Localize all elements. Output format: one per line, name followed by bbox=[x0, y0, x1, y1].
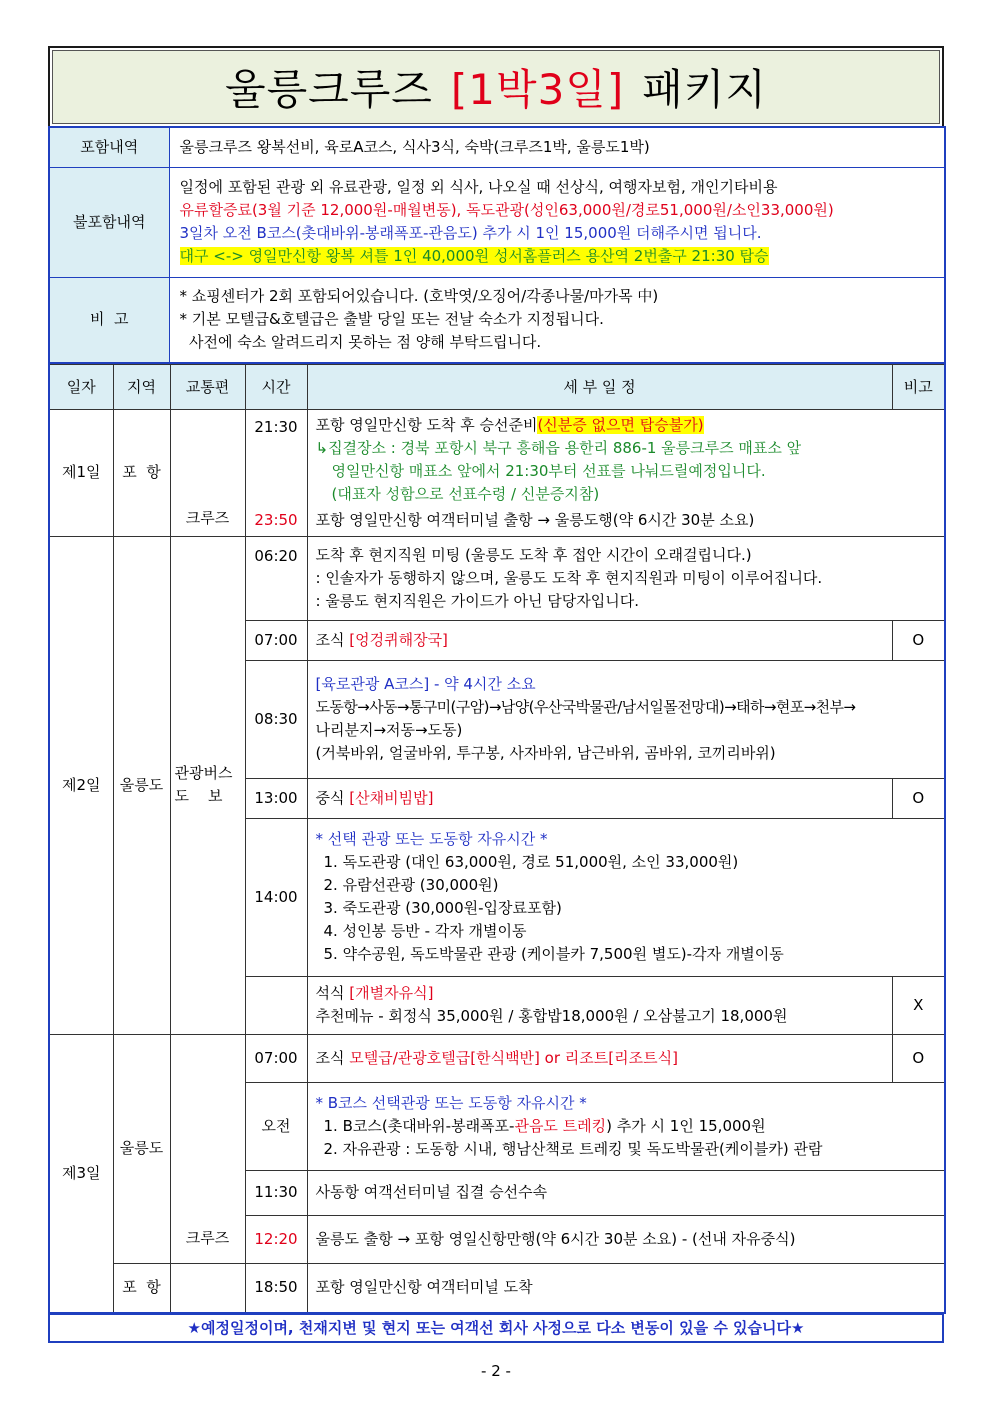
day3-detail3: 사동항 여객선터미널 집결 승선수속 bbox=[307, 1170, 945, 1215]
excluded-label: 불포함내역 bbox=[49, 167, 169, 277]
day3-time3: 11:30 bbox=[245, 1170, 307, 1215]
day2-detail5 bbox=[307, 818, 945, 976]
info-table bbox=[48, 126, 946, 364]
day2-label: 제2일 bbox=[49, 536, 113, 1034]
day3-transport: 크루즈 bbox=[170, 1215, 245, 1263]
optional-item: 4. 성인봉 등반 - 각자 개별이동 bbox=[323, 922, 527, 940]
optional-item: 3. 죽도관광 (30,000원-입장료포함) bbox=[323, 899, 562, 917]
day2-detail2 bbox=[307, 620, 892, 660]
schedule-table bbox=[48, 364, 946, 1314]
page-title bbox=[52, 50, 940, 124]
course-b-item: 1. B코스(촛대바위-봉래폭포-관음도 트레킹) 추가 시 1인 15,000원 bbox=[323, 1116, 766, 1135]
trekking-highlight: 관음도 트레킹 bbox=[514, 1116, 607, 1135]
shuttle-notice: 대구 <-> 영일만신항 왕복 셔틀 1인 40,000원 성서홈플러스 용산역 2번출구 21:30 탑승 bbox=[179, 247, 769, 265]
optional-item: 5. 약수공원, 독도박물관 관광 (케이블카 7,500원 별도)-각자 개별이동 bbox=[323, 945, 784, 963]
day3-transport2-empty bbox=[170, 1263, 245, 1313]
day1-detail2: 포항 영일만신항 여객터미널 출항 → 울릉도행(약 6시간 30분 소요) bbox=[307, 506, 945, 536]
ticket-note: (대표자 성함으로 선표수령 / 신분증지참) bbox=[331, 485, 600, 503]
day1-detail1-main: 포항 영일만신항 도착 후 승선준비 bbox=[315, 416, 538, 434]
footer-notice: ★예정일정이며, 천재지변 및 현지 또는 여객선 회사 사정으로 다소 변동이 있을 수 있습니다★ bbox=[48, 1314, 944, 1343]
optional-tour-title: * 선택 관광 또는 도동항 자유시간 * bbox=[315, 830, 548, 848]
included-text: 울릉크루즈 왕복선비, 육로A코스, 식사3식, 숙박(크루즈1박, 울릉도1박) bbox=[169, 127, 945, 167]
detail-line: 도착 후 현지직원 미팅 (울릉도 도착 후 접안 시간이 오래걸립니다.) bbox=[315, 545, 752, 564]
title-highlight: [1박3일] bbox=[450, 65, 625, 114]
meal-menu: 모텔급/관광호텔급[한식백반] or 리조트[리조트식] bbox=[349, 1048, 678, 1067]
detail-line: 나리분지→저동→도동) bbox=[315, 721, 463, 739]
day2-transport-bus: 관광버스 bbox=[174, 764, 233, 782]
day1-transport: 크루즈 bbox=[170, 410, 245, 537]
day2-note2: O bbox=[892, 620, 945, 660]
day1-region: 포 항 bbox=[113, 410, 170, 537]
day3-time1: 07:00 bbox=[245, 1034, 307, 1082]
free-tour-item: 2. 자유관광 : 도동항 시내, 행남산책로 트레킹 및 독도박물관(케이블카) 관람 bbox=[323, 1139, 823, 1158]
day3-detail5: 포항 영일만신항 여객터미널 도착 bbox=[307, 1263, 945, 1313]
day2-transport-walk: 도 보 bbox=[174, 787, 223, 805]
note-text bbox=[169, 277, 945, 363]
meal-label: 조식 bbox=[315, 630, 345, 649]
included-label: 포함내역 bbox=[49, 127, 169, 167]
meal-menu: [개별자유식] bbox=[349, 984, 434, 1002]
day2-detail3 bbox=[307, 660, 945, 778]
schedule-header bbox=[49, 365, 945, 410]
detail-line: 도동항→사동→통구미(구암)→남양(우산국박물관/남서일몰전망대)→태하→현포→천부→ bbox=[315, 698, 856, 716]
note-line: * 쇼핑센터가 2회 포함되어있습니다. (호박엿/오징어/각종나물/마가목 中) bbox=[179, 287, 659, 306]
day3-time2: 오전 bbox=[245, 1082, 307, 1170]
excluded-line: 유류할증료(3월 기준 12,000원-매월변동), 독도관광(성인63,000원/경로51,000원/소인33,000원) bbox=[179, 201, 834, 219]
header-region: 지역 bbox=[113, 365, 170, 410]
header-detail: 세 부 일 정 bbox=[307, 365, 892, 410]
day2-time1: 06:20 bbox=[245, 536, 307, 620]
course-a-title: [육로관광 A코스] - 약 4시간 소요 bbox=[315, 675, 536, 693]
day1-time2: 23:50 bbox=[245, 506, 307, 536]
day1-label: 제1일 bbox=[49, 410, 113, 537]
excluded-line: 일정에 포함된 관광 외 유료관광, 일정 외 식사, 나오실 때 선상식, 여행자보험, 개인기타비용 bbox=[179, 178, 778, 196]
detail-line: : 울릉도 현지직원은 가이드가 아닌 담당자입니다. bbox=[315, 591, 639, 610]
note-label: 비 고 bbox=[49, 277, 169, 363]
header-note: 비고 bbox=[892, 365, 945, 410]
excluded-line: 3일차 오전 B코스(촛대바위-봉래폭포-관음도) 추가 시 1인 15,000원 더해주시면 됩니다. bbox=[179, 224, 762, 242]
recommended-menu: 추천메뉴 - 회정식 35,000원 / 홍합밥18,000원 / 오삼불고기 18,000원 bbox=[315, 1007, 788, 1025]
meal-label: 석식 bbox=[315, 984, 345, 1002]
day3-detail4: 울릉도 출항 → 포항 영일신항만행(약 6시간 30분 소요) - (선내 자유중식) bbox=[307, 1215, 945, 1263]
title-box bbox=[48, 46, 944, 126]
title-prefix: 울릉크루즈 bbox=[225, 65, 433, 114]
meal-label: 중식 bbox=[315, 788, 345, 807]
day2-detail4 bbox=[307, 778, 892, 818]
day3-time4: 12:20 bbox=[245, 1215, 307, 1263]
page-number: - 2 - bbox=[481, 1362, 511, 1380]
meal-menu: [산채비빔밥] bbox=[349, 788, 434, 807]
day3-transport-empty bbox=[170, 1034, 245, 1215]
day2-time6 bbox=[245, 976, 307, 1034]
day2-region: 울릉도 bbox=[113, 536, 170, 1034]
day2-detail1 bbox=[307, 536, 945, 620]
day3-detail2 bbox=[307, 1082, 945, 1170]
excluded-text bbox=[169, 167, 945, 277]
day3-note1: O bbox=[892, 1034, 945, 1082]
day1-time1: 21:30 bbox=[245, 410, 307, 507]
ticket-info: 영일만신항 매표소 앞에서 21:30부터 선표를 나눠드릴예정입니다. bbox=[331, 462, 766, 480]
header-time: 시간 bbox=[245, 365, 307, 410]
day2-time4: 13:00 bbox=[245, 778, 307, 818]
meeting-place: ↳집결장소 : 경북 포항시 북구 흥해읍 용한리 886-1 울릉크루즈 매표소 앞 bbox=[315, 439, 802, 457]
optional-item: 2. 유람선관광 (30,000원) bbox=[323, 876, 499, 894]
meal-label: 조식 bbox=[315, 1048, 345, 1067]
day3-detail1 bbox=[307, 1034, 892, 1082]
title-suffix: 패키지 bbox=[642, 65, 767, 114]
day2-time2: 07:00 bbox=[245, 620, 307, 660]
course-b-title: * B코스 선택관광 또는 도동항 자유시간 * bbox=[315, 1093, 587, 1112]
day2-time5: 14:00 bbox=[245, 818, 307, 976]
id-warning: (신분증 없으면 탑승불가) bbox=[537, 416, 704, 434]
day2-detail6 bbox=[307, 976, 892, 1034]
day3-region2: 포 항 bbox=[113, 1263, 170, 1313]
day2-time3: 08:30 bbox=[245, 660, 307, 778]
day3-label: 제3일 bbox=[49, 1034, 113, 1313]
day2-transport bbox=[170, 536, 245, 1034]
day3-time5: 18:50 bbox=[245, 1263, 307, 1313]
detail-line: (거북바위, 얼굴바위, 투구봉, 사자바위, 남근바위, 곰바위, 코끼리바위) bbox=[315, 744, 776, 762]
meal-menu: [엉겅퀴해장국] bbox=[349, 630, 448, 649]
detail-line: : 인솔자가 동행하지 않으며, 울릉도 도착 후 현지직원과 미팅이 이루어집니다. bbox=[315, 568, 823, 587]
note-line: * 기본 모텔급&호텔급은 출발 당일 또는 전날 숙소가 지정됩니다. bbox=[179, 310, 604, 329]
header-day: 일자 bbox=[49, 365, 113, 410]
day1-detail1 bbox=[307, 410, 945, 507]
day3-region: 울릉도 bbox=[113, 1034, 170, 1263]
note-line: 사전에 숙소 알려드리지 못하는 점 양해 부탁드립니다. bbox=[179, 333, 542, 352]
day2-note4: O bbox=[892, 778, 945, 818]
optional-item: 1. 독도관광 (대인 63,000원, 경로 51,000원, 소인 33,000원) bbox=[323, 853, 739, 871]
header-transport: 교통편 bbox=[170, 365, 245, 410]
document-frame bbox=[48, 46, 944, 1343]
day2-note6: X bbox=[892, 976, 945, 1034]
